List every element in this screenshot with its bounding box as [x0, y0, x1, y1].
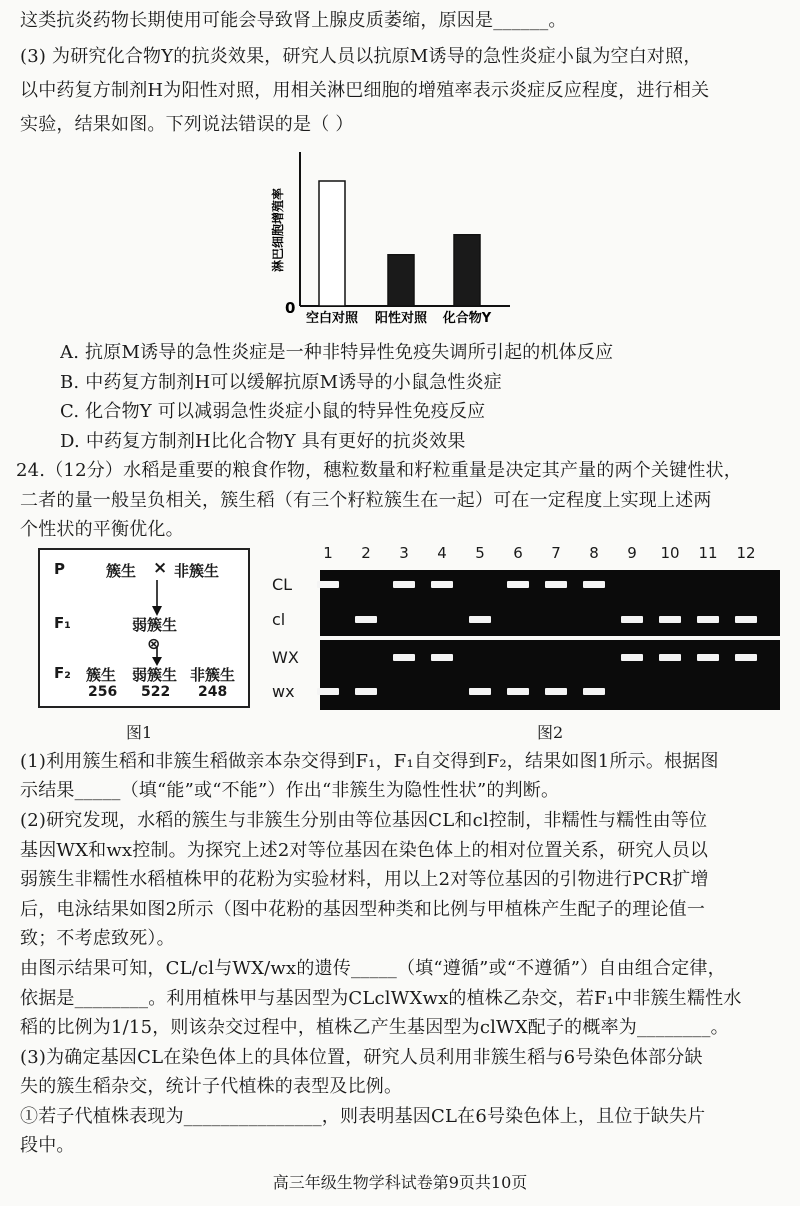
gel-row-label: WX [272, 648, 299, 667]
page-footer: 高三年级生物学科试卷第9页共10页 [272, 1173, 528, 1192]
q23-part3-line: 以中药复方制剂H为阳性对照，用相关淋巴细胞的增殖率表示炎症反应程度，进行相关 [20, 80, 710, 101]
gel-block-cl [320, 570, 780, 636]
f1-label: F₁ [54, 614, 71, 632]
gel-band [507, 688, 529, 695]
gel-band [393, 581, 415, 588]
lane-number: 8 [589, 544, 599, 562]
cross-symbol: × [153, 558, 168, 578]
q24-part3-line: 失的簇生稻杂交，统计子代植株的表型及比例。 [20, 1076, 403, 1097]
gel-band [735, 616, 757, 623]
gel-band [583, 688, 605, 695]
q23-part3-line: 实验，结果如图。下列说法错误的是（ ） [20, 114, 354, 135]
gel-band [507, 581, 529, 588]
figure2-gel [272, 544, 780, 712]
gel-band [469, 688, 491, 695]
f1-phenotype: 弱簇生 [132, 616, 178, 634]
chart-origin-label: 0 [285, 299, 296, 317]
lane-number: 7 [551, 544, 561, 562]
gel-band [621, 616, 643, 623]
f2-phenotype-2: 弱簇生 [132, 666, 178, 684]
q24-part1-line: 示结果_____（填“能”或“不能”）作出“非簇生为隐性性状”的判断。 [20, 780, 560, 801]
gel-band [583, 581, 605, 588]
gel-row-label: CL [272, 575, 293, 594]
bar-3 [454, 235, 480, 306]
q24-part2-line: 弱簇生非糯性水稻植株甲的花粉为实验材料，用以上2对等位基因的引物进行PCR扩增 [20, 869, 709, 890]
bar-2 [388, 255, 414, 306]
q23-part3-line: (3) 为研究化合物Y的抗炎效果，研究人员以抗原M诱导的急性炎症小鼠为空白对照， [20, 46, 702, 67]
option-b: B. 中药复方制剂H可以缓解抗原M诱导的小鼠急性炎症 [60, 372, 502, 393]
q24-part1-line: (1)利用簇生稻和非簇生稻做亲本杂交得到F₁，F₁自交得到F₂，结果如图1所示。根据图 [20, 751, 719, 772]
gel-band [545, 581, 567, 588]
figure2-caption: 图2 [537, 723, 564, 742]
gel-band [659, 654, 681, 661]
gel-band [317, 581, 339, 588]
lane-number: 11 [698, 544, 718, 562]
figure1-cross-diagram [38, 548, 250, 708]
gel-band [697, 616, 719, 623]
gel-band [659, 616, 681, 623]
x-tick-label: 空白对照 [305, 311, 359, 326]
q24-intro-line: 24.（12分）水稻是重要的粮食作物，穗粒数量和籽粒重量是决定其产量的两个关键性状， [16, 460, 742, 481]
gel-band [735, 654, 757, 661]
gel-band [469, 616, 491, 623]
lane-number: 3 [399, 544, 409, 562]
lane-number: 5 [475, 544, 485, 562]
f2-count-1: 256 [88, 684, 118, 700]
q24-part2-line: 依据是________。利用植株甲与基因型为CLclWXwx的植株乙杂交，若F₁中非簇生糯性水 [20, 988, 742, 1009]
q24-part2-line: 基因WX和wx控制。为探究上述2对等位基因在染色体上的相对位置关系，研究人员以 [20, 840, 709, 861]
lane-number: 12 [736, 544, 756, 562]
gel-band [355, 616, 377, 623]
x-tick-label: 阳性对照 [374, 311, 428, 326]
q24-part3-line: ①若子代植株表现为_______________，则表明基因CL在6号染色体上，且位于缺失片 [20, 1106, 706, 1127]
option-d: D. 中药复方制剂H比化合物Y 具有更好的抗炎效果 [60, 431, 466, 452]
arrow-down-icon [150, 578, 164, 618]
bar-1 [319, 181, 345, 306]
gel-band [317, 688, 339, 695]
x-tick-label: 化合物Y [442, 311, 492, 326]
lane-number: 2 [361, 544, 371, 562]
gel-band [355, 688, 377, 695]
q24-part2-line: (2)研究发现，水稻的簇生与非簇生分别由等位基因CL和cl控制，非糯性与糯性由等位 [20, 810, 708, 831]
parent1: 簇生 [106, 562, 137, 580]
q24-part3-line: (3)为确定基因CL在染色体上的具体位置，研究人员利用非簇生稻与6号染色体部分缺 [20, 1047, 703, 1068]
q24-part2-line: 稻的比例为1/15，则该杂交过程中，植株乙产生基因型为clWX配子的概率为________。 [20, 1017, 729, 1038]
lane-number: 6 [513, 544, 523, 562]
q24-part2-line: 致；不考虑致死）。 [20, 928, 175, 949]
p-label: P [54, 560, 65, 578]
figure1-caption: 图1 [126, 723, 153, 742]
option-c: C. 化合物Y 可以减弱急性炎症小鼠的特异性免疫反应 [60, 401, 486, 422]
bar-chart [270, 150, 520, 330]
option-a: A. 抗原M诱导的急性炎症是一种非特异性免疫失调所引起的机体反应 [60, 342, 614, 363]
f2-phenotype-1: 簇生 [86, 666, 117, 684]
gel-row-label: wx [272, 682, 295, 701]
gel-band [545, 688, 567, 695]
gel-band [431, 654, 453, 661]
lane-number: 9 [627, 544, 637, 562]
gel-band [621, 654, 643, 661]
lane-number: 10 [660, 544, 680, 562]
f2-phenotype-3: 非簇生 [190, 666, 236, 684]
q24-intro-line: 个性状的平衡优化。 [20, 519, 184, 540]
q24-part2-line: 由图示结果可知，CL/cl与WX/wx的遗传_____（填“遵循”或“不遵循”）自由组合定律， [20, 958, 726, 979]
gel-band [431, 581, 453, 588]
selfing-icon: ⊗ [147, 634, 161, 653]
chart-y-label: 淋巴细胞增殖率 [271, 187, 285, 273]
gel-band [697, 654, 719, 661]
q24-part2-line: 后，电泳结果如图2所示（图中花粉的基因型种类和比例与甲植株产生配子的理论值一 [20, 899, 706, 920]
f2-count-2: 522 [141, 684, 171, 700]
q23-text-line: 这类抗炎药物长期使用可能会导致肾上腺皮质萎缩，原因是______。 [20, 10, 567, 31]
q24-intro-line: 二者的量一般呈负相关，簇生稻（有三个籽粒簇生在一起）可在一定程度上实现上述两 [20, 490, 712, 511]
f2-label: F₂ [54, 664, 71, 682]
f2-count-3: 248 [198, 684, 228, 700]
lane-number: 1 [323, 544, 333, 562]
q24-part3-line: 段中。 [20, 1135, 75, 1156]
lane-number: 4 [437, 544, 447, 562]
gel-block-wx [320, 640, 780, 710]
gel-row-label: cl [272, 610, 286, 629]
parent2: 非簇生 [174, 562, 220, 580]
gel-band [393, 654, 415, 661]
